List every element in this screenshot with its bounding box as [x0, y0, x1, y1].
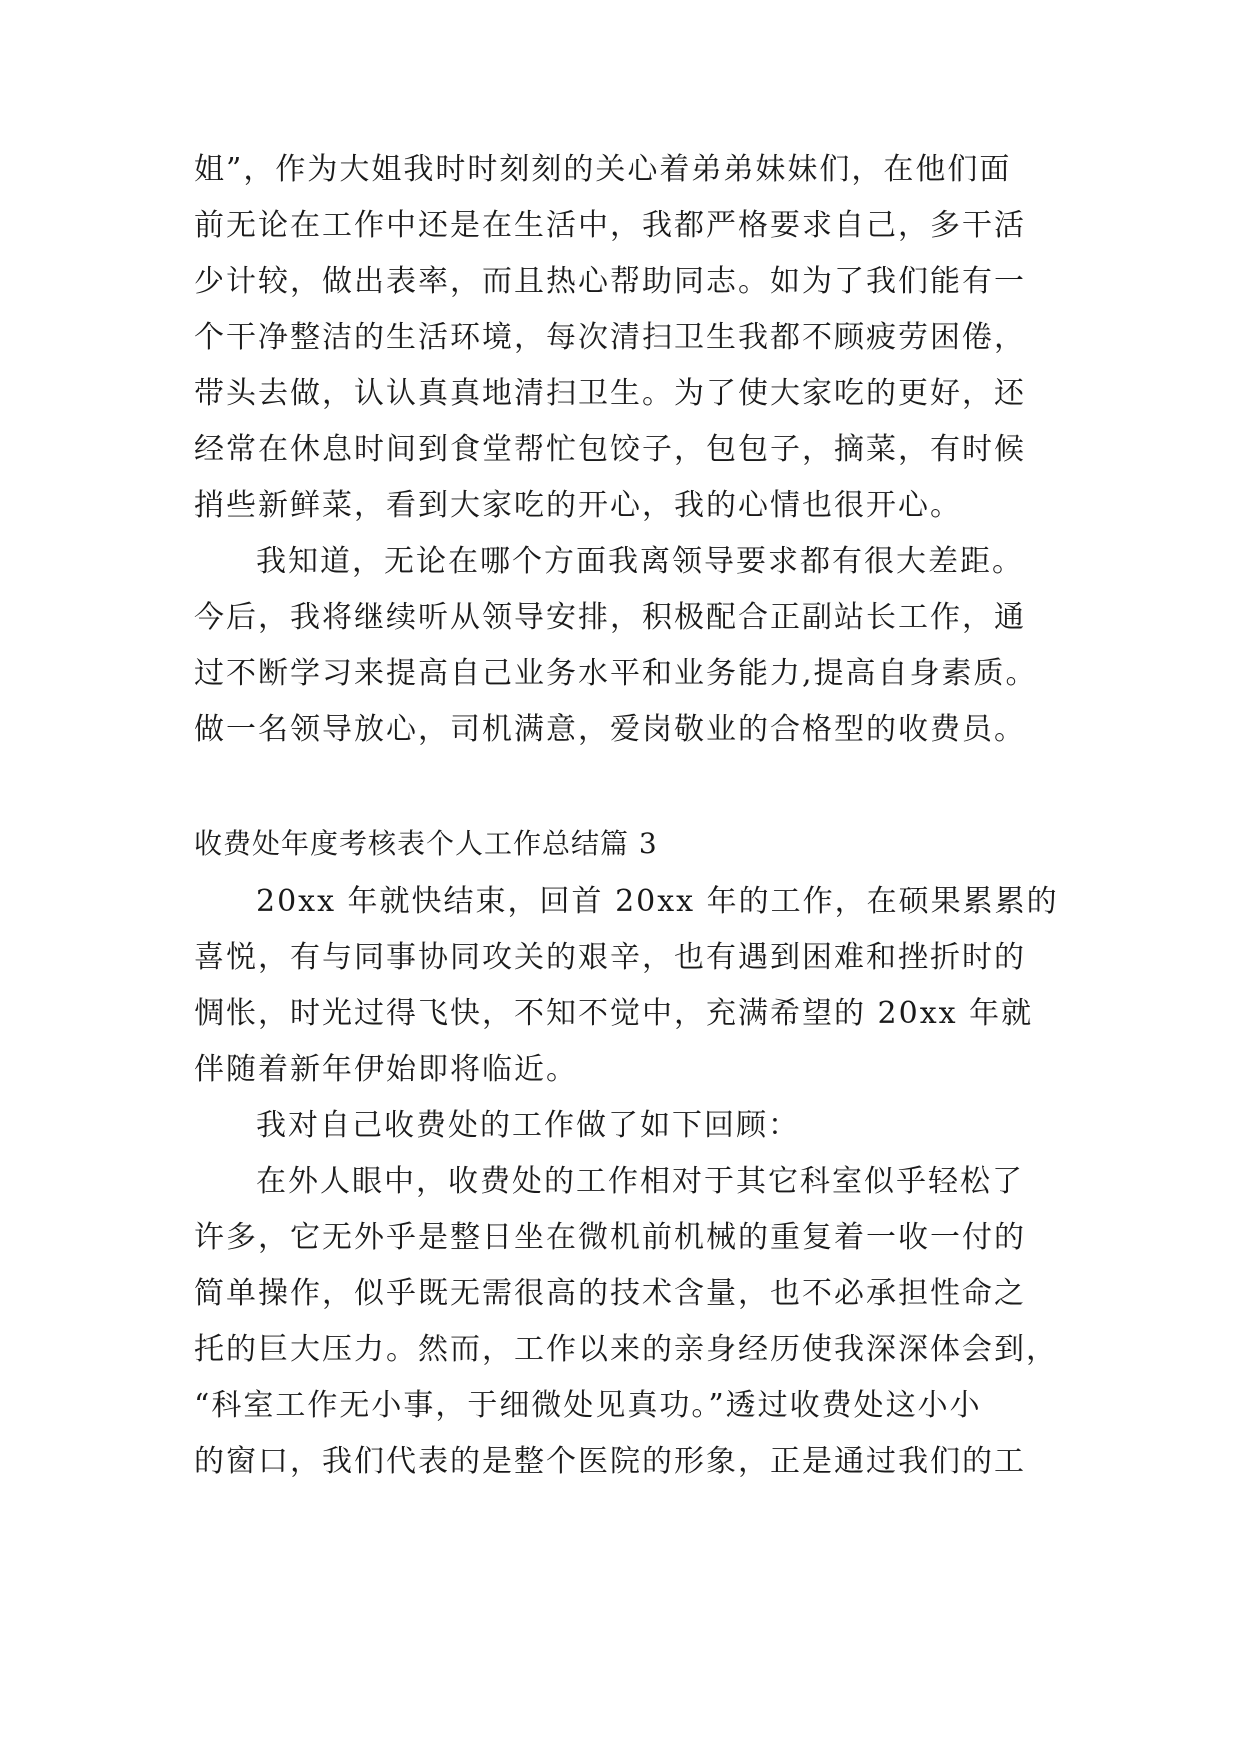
- para2-line-4: 做一名领导放心，司机满意，爱岗敬业的合格型的收费员。: [194, 712, 1026, 747]
- para1-line-6: 经常在休息时间到食堂帮忙包饺子，包包子，摘菜，有时候: [194, 432, 1026, 467]
- para5-line-3: 简单操作，似乎既无需很高的技术含量，也不必承担性命之: [194, 1276, 1026, 1311]
- para4-line-1: 我对自己收费处的工作做了如下回顾：: [256, 1108, 800, 1143]
- para1-line-2: 前无论在工作中还是在生活中，我都严格要求自己，多干活: [194, 208, 1026, 243]
- para1-line-3: 少计较，做出表率，而且热心帮助同志。如为了我们能有一: [194, 264, 1026, 299]
- section-heading: 收费处年度考核表个人工作总结篇 3: [194, 827, 658, 860]
- para3-line-3: 惆怅，时光过得飞快，不知不觉中，充满希望的 20xx 年就: [194, 996, 1034, 1031]
- para5-line-2: 许多，它无外乎是整日坐在微机前机械的重复着一收一付的: [194, 1220, 1026, 1255]
- para1-line-4: 个干净整洁的生活环境，每次清扫卫生我都不顾疲劳困倦，: [194, 320, 1026, 355]
- para2-line-1: 我知道，无论在哪个方面我离领导要求都有很大差距。: [256, 544, 1024, 579]
- para5-line-6: 的窗口，我们代表的是整个医院的形象，正是通过我们的工: [194, 1444, 1026, 1479]
- para3-line-2: 喜悦，有与同事协同攻关的艰辛，也有遇到困难和挫折时的: [194, 940, 1026, 975]
- para3-line-1: 20xx 年就快结束，回首 20xx 年的工作，在硕果累累的: [256, 884, 1059, 919]
- para2-line-3: 过不断学习来提高自己业务水平和业务能力,提高自身素质。: [194, 656, 1038, 691]
- para2-line-2: 今后，我将继续听从领导安排，积极配合正副站长工作，通: [194, 600, 1026, 635]
- para5-line-1: 在外人眼中，收费处的工作相对于其它科室似乎轻松了: [256, 1164, 1024, 1199]
- para1-line-1: 姐”，作为大姐我时时刻刻的关心着弟弟妹妹们，在他们面: [194, 152, 1012, 187]
- para3-line-4: 伴随着新年伊始即将临近。: [194, 1052, 578, 1087]
- para1-line-7: 捎些新鲜菜，看到大家吃的开心，我的心情也很开心。: [194, 488, 962, 523]
- para5-line-5: “科室工作无小事，于细微处见真功。”透过收费处这小小: [194, 1388, 982, 1423]
- para1-line-5: 带头去做，认认真真地清扫卫生。为了使大家吃的更好，还: [194, 376, 1026, 411]
- para5-line-4: 托的巨大压力。然而，工作以来的亲身经历使我深深体会到，: [194, 1332, 1058, 1367]
